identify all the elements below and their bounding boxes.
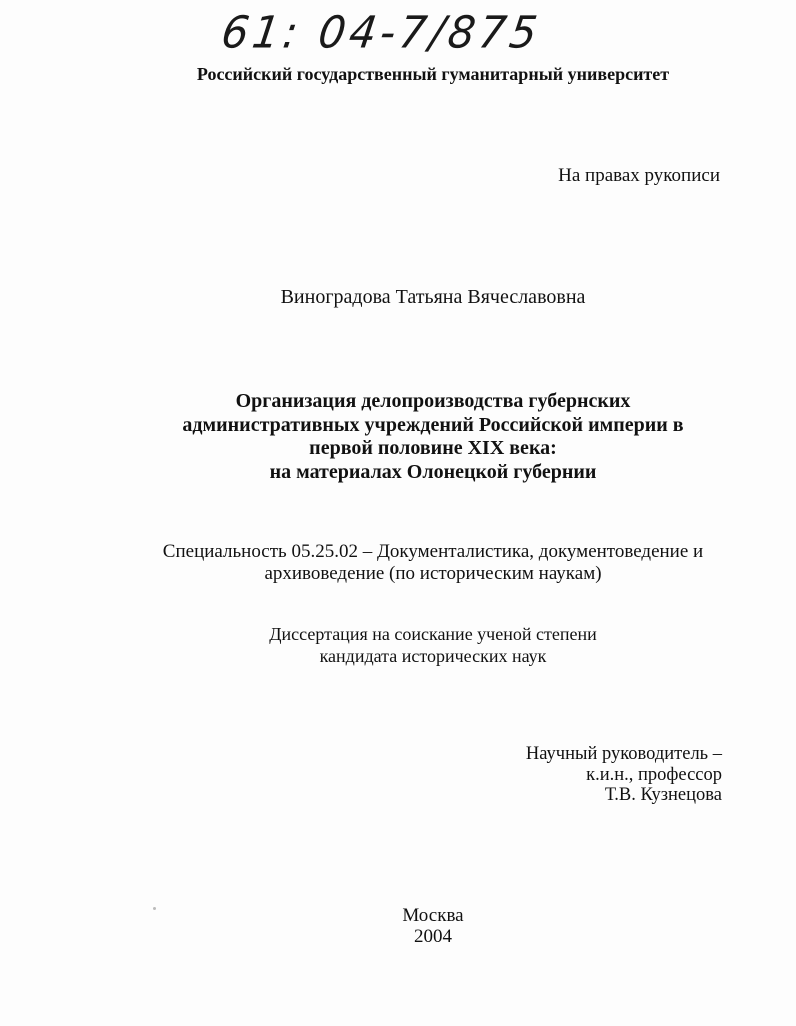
supervisor-line: к.и.н., профессор [586,764,722,785]
title-line: на материалах Олонецкой губернии [269,460,597,483]
rights-notice: На правах рукописи [558,165,720,186]
specialty-line: Специальность 05.25.02 – Документалистика, документоведение и [162,541,704,562]
imprint [0,905,796,947]
imprint-city: Москва [402,905,464,926]
title-line: Организация делопроизводства губернских [235,390,631,412]
scientific-supervisor [526,744,722,806]
title-line: первой половине XIX века: [309,437,557,459]
title-line: административных учреждений Российской империи в [182,413,684,436]
supervisor-line: Т.В. Кузнецова [604,785,722,805]
imprint-year: 2004 [414,926,452,947]
handwritten-catalog-number: 61: 04-7/875 [218,6,545,59]
dissertation-title [0,390,796,484]
degree-statement [0,623,796,667]
specialty-line: архивоведение (по историческим наукам) [264,563,602,584]
supervisor-line: Научный руководитель – [525,744,722,764]
author-name: Виноградова Татьяна Вячеславовна [280,286,586,308]
degree-line: Диссертация на соискание ученой степени [269,624,597,644]
degree-line: кандидата исторических наук [319,646,547,666]
university-name: Российский государственный гуманитарный университет [196,64,670,84]
specialty [0,541,796,585]
